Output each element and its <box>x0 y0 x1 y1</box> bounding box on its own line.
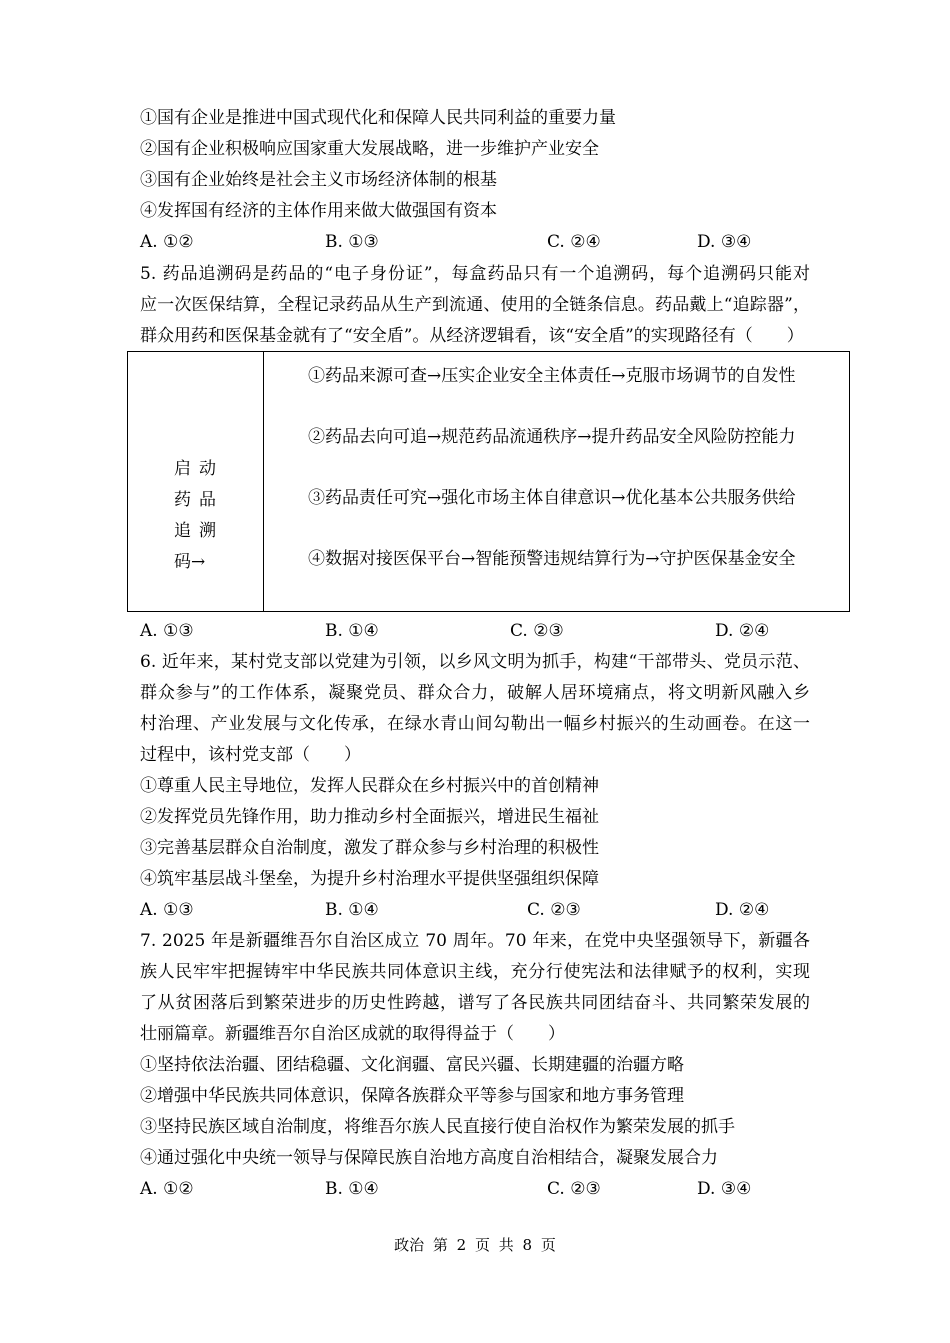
q7-option-a: A. ①② <box>140 1179 194 1199</box>
q5-table-item-2: ②药品去向可追→规范药品流通秩序→提升药品安全风险防控能力 <box>308 427 796 447</box>
q4-item-1: ①国有企业是推进中国式现代化和保障人民共同利益的重要力量 <box>140 108 616 128</box>
q5-table <box>127 351 850 612</box>
q5-stem-line-2: 应一次医保结算，全程记录药品从生产到流通、使用的全链条信息。药品戴上“追踪器”， <box>140 295 810 315</box>
q5-options <box>140 621 820 641</box>
q5-stem-line-3: 群众用药和医保基金就有了“安全盾”。从经济逻辑看，该“安全盾”的实现路径有（ ） <box>140 326 804 346</box>
q5-left-line-2: 药品 <box>174 490 224 510</box>
q5-table-item-4: ④数据对接医保平台→智能预警违规结算行为→守护医保基金安全 <box>308 549 796 569</box>
q5-left-line-1: 启动 <box>174 459 224 479</box>
q5-option-c: C. ②③ <box>510 621 564 641</box>
q7-item-3: ③坚持民族区域自治制度，将维吾尔族人民直接行使自治权作为繁荣发展的抓手 <box>140 1117 735 1137</box>
q4-option-a: A. ①② <box>140 232 194 252</box>
q6-stem-line-2: 群众参与”的工作体系，凝聚党员、群众合力，破解人居环境痛点，将文明新风融入乡 <box>140 683 810 703</box>
q4-item-2: ②国有企业积极响应国家重大发展战略，进一步维护产业安全 <box>140 139 599 159</box>
q5-option-a: A. ①③ <box>140 621 194 641</box>
q7-stem-line-1: 7. 2025 年是新疆维吾尔自治区成立 70 周年。70 年来，在党中央坚强领导下，新疆各 <box>140 931 810 951</box>
q7-stem-line-4: 壮丽篇章。新疆维吾尔自治区成就的取得得益于（ ） <box>140 1024 565 1044</box>
q5-table-item-1: ①药品来源可查→压实企业安全主体责任→克服市场调节的自发性 <box>308 366 796 386</box>
q6-item-3: ③完善基层群众自治制度，激发了群众参与乡村治理的积极性 <box>140 838 599 858</box>
q4-option-b: B. ①③ <box>325 232 379 252</box>
q4-item-4: ④发挥国有经济的主体作用来做大做强国有资本 <box>140 201 497 221</box>
q6-item-2: ②发挥党员先锋作用，助力推动乡村全面振兴，增进民生福祉 <box>140 807 599 827</box>
q5-table-left-cell <box>128 352 264 611</box>
q6-stem-line-3: 村治理、产业发展与文化传承，在绿水青山间勾勒出一幅乡村振兴的生动画卷。在这一 <box>140 714 810 734</box>
q7-option-c: C. ②③ <box>547 1179 601 1199</box>
q5-left-line-3: 追溯 <box>174 521 224 541</box>
q6-option-c: C. ②③ <box>527 900 581 920</box>
q5-option-d: D. ②④ <box>715 621 770 641</box>
q7-option-d: D. ③④ <box>697 1179 752 1199</box>
q5-table-item-3: ③药品责任可究→强化市场主体自律意识→优化基本公共服务供给 <box>308 488 796 508</box>
q4-item-3: ③国有企业始终是社会主义市场经济体制的根基 <box>140 170 497 190</box>
q4-options <box>140 232 820 252</box>
q5-table-right-cell <box>264 352 849 611</box>
q6-stem-line-1: 6. 近年来，某村党支部以党建为引领，以乡风文明为抓手，构建“干部带头、党员示范、 <box>140 652 810 672</box>
q6-item-1: ①尊重人民主导地位，发挥人民群众在乡村振兴中的首创精神 <box>140 776 599 796</box>
q7-stem-line-2: 族人民牢牢把握铸牢中华民族共同体意识主线，充分行使宪法和法律赋予的权利，实现 <box>140 962 810 982</box>
q7-option-b: B. ①④ <box>325 1179 379 1199</box>
q6-options <box>140 900 820 920</box>
q7-options <box>140 1179 820 1199</box>
q6-stem-line-4: 过程中，该村党支部（ ） <box>140 745 361 765</box>
q7-item-1: ①坚持依法治疆、团结稳疆、文化润疆、富民兴疆、长期建疆的治疆方略 <box>140 1055 684 1075</box>
q7-item-4: ④通过强化中央统一领导与保障民族自治地方高度自治相结合，凝聚发展合力 <box>140 1148 718 1168</box>
q4-option-d: D. ③④ <box>697 232 752 252</box>
q5-option-b: B. ①④ <box>325 621 379 641</box>
q5-left-line-4: 码→ <box>174 552 206 572</box>
q4-option-c: C. ②④ <box>547 232 601 252</box>
q6-option-d: D. ②④ <box>715 900 770 920</box>
q7-stem-line-3: 了从贫困落后到繁荣进步的历史性跨越，谱写了各民族共同团结奋斗、共同繁荣发展的 <box>140 993 810 1013</box>
q6-item-4: ④筑牢基层战斗堡垒，为提升乡村治理水平提供坚强组织保障 <box>140 869 599 889</box>
q6-option-b: B. ①④ <box>325 900 379 920</box>
q7-item-2: ②增强中华民族共同体意识，保障各族群众平等参与国家和地方事务管理 <box>140 1086 684 1106</box>
q5-stem-line-1: 5. 药品追溯码是药品的“电子身份证”，每盒药品只有一个追溯码，每个追溯码只能对 <box>140 264 810 284</box>
page-footer: 政治 第 2 页 共 8 页 <box>394 1236 556 1254</box>
q6-option-a: A. ①③ <box>140 900 194 920</box>
